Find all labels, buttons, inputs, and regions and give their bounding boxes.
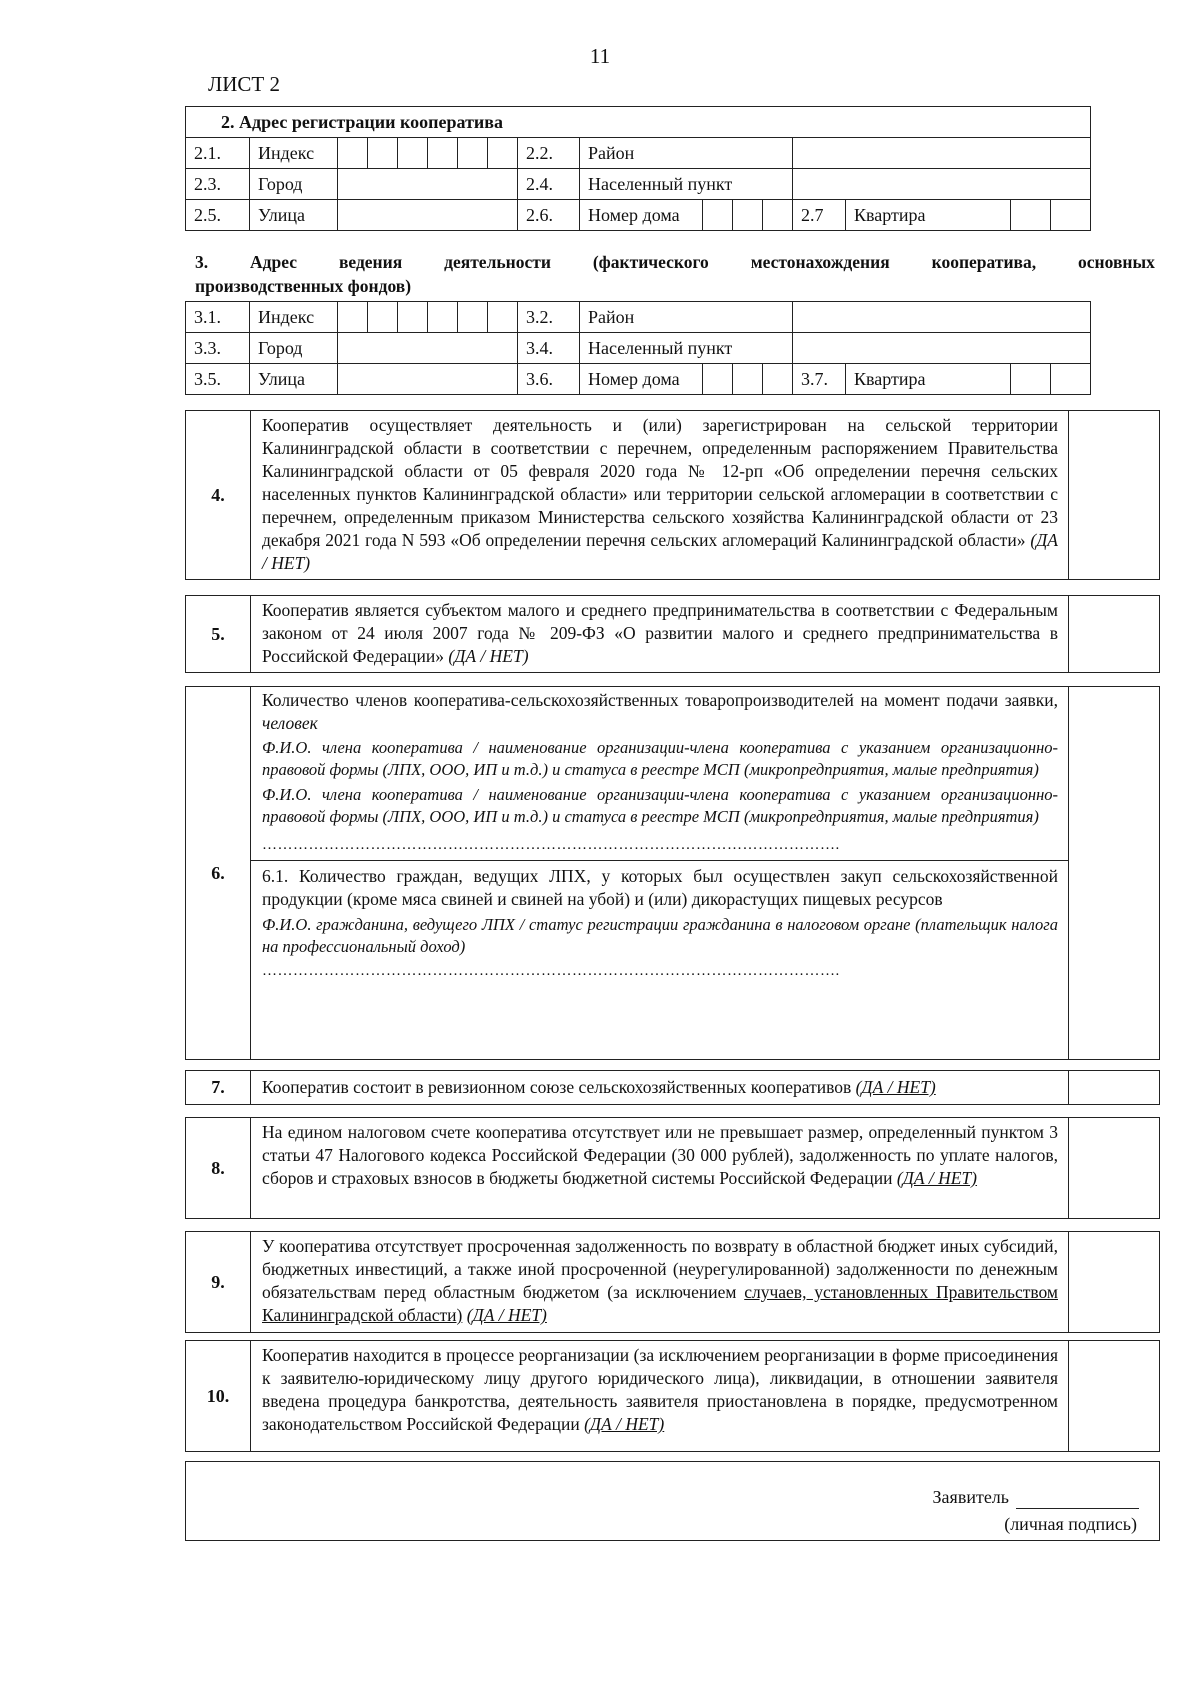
field-label: Улица [250, 364, 338, 395]
answer-cell[interactable] [1069, 1232, 1159, 1332]
district-input[interactable] [793, 302, 1091, 333]
field-label: Индекс [250, 302, 338, 333]
item-7 [185, 1070, 1160, 1105]
index-digit-cell[interactable] [368, 302, 398, 333]
title-word: кооператива, [931, 252, 1037, 272]
item-text [251, 596, 1069, 672]
index-digit-cell[interactable] [488, 138, 518, 169]
table-row [186, 333, 1091, 364]
title-line: производственных фондов) [195, 276, 412, 296]
item-5 [185, 595, 1160, 673]
row-number: 3.5. [186, 364, 250, 395]
signature-hint: (личная подпись) [1004, 1514, 1137, 1534]
apartment-digit-cell[interactable] [1011, 200, 1051, 231]
item-statement: На едином налоговом счете кооператива отсутствует или не превышает размер, определенный пунктом 3 статьи 47 Налогового кодекса Российской Федерации (30 000 рублей), задолженность по уплате налогов, сборов и страховых взносов в бюджеты бюджетной системы Российской Федерации [262, 1122, 1058, 1188]
item-text [251, 411, 1069, 579]
item-number: 7. [186, 1071, 251, 1104]
answer-cell[interactable] [1069, 1118, 1159, 1218]
item-statement: Кооператив является субъектом малого и среднего предпринимательства в соответствии с Федеральным законом от 24 июля 2007 года № 209-ФЗ «О развитии малого и среднего предпринимательства в Российской Федерации» [262, 600, 1058, 666]
street-input[interactable] [338, 200, 518, 231]
unit-label: человек [262, 713, 318, 733]
district-input[interactable] [793, 138, 1091, 169]
settlement-input[interactable] [793, 333, 1091, 364]
index-digit-cell[interactable] [338, 138, 368, 169]
apartment-digit-cell[interactable] [1051, 364, 1091, 395]
item-6-1 [251, 860, 1068, 982]
sheet-label: ЛИСТ 2 [208, 72, 280, 96]
answer-cell[interactable] [1069, 1071, 1159, 1104]
row-number: 3.4. [518, 333, 580, 364]
index-digit-cell[interactable] [398, 302, 428, 333]
field-label: Район [580, 302, 793, 333]
field-label: Населенный пункт [580, 333, 793, 364]
field-label: Населенный пункт [580, 169, 793, 200]
item-text [251, 1118, 1069, 1218]
item-statement: Количество членов кооператива-сельскохозяйственных товаропроизводителей на момент подачи заявки, [262, 690, 1058, 710]
dotted-line: …………………………………………………………………………………………………. [262, 963, 840, 979]
apartment-digit-cell[interactable] [1011, 364, 1051, 395]
row-number: 2.7 [793, 200, 846, 231]
index-digit-cell[interactable] [368, 138, 398, 169]
yes-no-hint: (ДА / НЕТ) [584, 1414, 665, 1434]
title-word: основных [1078, 252, 1155, 272]
section3-title [195, 250, 1155, 298]
answer-cell[interactable] [1069, 411, 1159, 579]
field-label: Город [250, 333, 338, 364]
item-text [251, 687, 1069, 1059]
row-number: 3.3. [186, 333, 250, 364]
row-number: 2.6. [518, 200, 580, 231]
house-digit-cell[interactable] [733, 364, 763, 395]
item-text [251, 1341, 1069, 1451]
item-statement: У кооператива отсутствует просроченная задолженность по возврату в областной бюджет иных субсидий, бюджетных инвестиций, а также иной просроченной (неурегулированной) задолженности по денежным обязательствам перед областным бюджетом (за исключением [262, 1236, 1058, 1302]
item-6 [185, 686, 1160, 1060]
page-number: 11 [589, 44, 611, 68]
title-word: 3. [195, 252, 209, 272]
registration-address-table [185, 106, 1091, 231]
item-statement: Кооператив состоит в ревизионном союзе сельскохозяйственных кооперативов [262, 1077, 852, 1097]
table-row [186, 302, 1091, 333]
house-digit-cell[interactable] [733, 200, 763, 231]
table-row [186, 138, 1091, 169]
item-9 [185, 1231, 1160, 1333]
yes-no-hint: (ДА / НЕТ) [855, 1077, 936, 1097]
index-digit-cell[interactable] [428, 138, 458, 169]
item-statement: 6.1. Количество граждан, ведущих ЛПХ, у которых был осуществлен закуп сельскохозяйственной продукции (кроме мяса свиней и свиней на убой) и (или) дикорастущих пищевых ресурсов [262, 866, 1058, 909]
signature-box [185, 1461, 1160, 1541]
row-number: 2.1. [186, 138, 250, 169]
title-word: (фактического [592, 252, 709, 272]
item-10 [185, 1340, 1160, 1452]
city-input[interactable] [338, 333, 518, 364]
settlement-input[interactable] [793, 169, 1091, 200]
row-number: 3.6. [518, 364, 580, 395]
field-label: Квартира [846, 364, 1011, 395]
answer-cell[interactable] [1069, 687, 1159, 1059]
field-label: Индекс [250, 138, 338, 169]
index-digit-cell[interactable] [428, 302, 458, 333]
yes-no-hint: (ДА / НЕТ) [448, 646, 529, 666]
row-number: 2.5. [186, 200, 250, 231]
item-number: 4. [186, 411, 251, 579]
item-number: 10. [186, 1341, 251, 1451]
apartment-digit-cell[interactable] [1051, 200, 1091, 231]
item-number: 8. [186, 1118, 251, 1218]
field-label: Номер дома [580, 200, 703, 231]
street-input[interactable] [338, 364, 518, 395]
index-digit-cell[interactable] [488, 302, 518, 333]
yes-no-hint: (ДА / НЕТ) [466, 1305, 547, 1325]
item-8 [185, 1117, 1160, 1219]
applicant-label: Заявитель [932, 1487, 1009, 1507]
house-digit-cell[interactable] [763, 200, 793, 231]
item-number: 6. [186, 687, 251, 1059]
row-number: 3.1. [186, 302, 250, 333]
house-digit-cell[interactable] [703, 200, 733, 231]
table-row [186, 169, 1091, 200]
item-statement: Кооператив находится в процессе реорганизации (за исключением реорганизации в форме присоединения к заявителю-юридическому лицу другого юридического лица), ликвидации, в отношении заявителя введена процедура банкротства, деятельность заявителя приостановлена в порядке, предусмотренном законодательством Российской Федерации [262, 1345, 1058, 1434]
index-digit-cell[interactable] [338, 302, 368, 333]
city-input[interactable] [338, 169, 518, 200]
dotted-line: …………………………………………………………………………………………………. [262, 837, 840, 853]
item-text [251, 1232, 1069, 1332]
item-text [251, 1071, 1069, 1104]
index-digit-cell[interactable] [458, 302, 488, 333]
row-number: 2.4. [518, 169, 580, 200]
field-label: Район [580, 138, 793, 169]
row-number: 3.7. [793, 364, 846, 395]
answer-cell[interactable] [1069, 596, 1159, 672]
house-digit-cell[interactable] [763, 364, 793, 395]
row-number: 3.2. [518, 302, 580, 333]
title-word: деятельности [444, 252, 551, 272]
activity-address-table [185, 301, 1091, 395]
section2-title: 2. Адрес регистрации кооператива [186, 107, 1091, 138]
yes-no-hint: (ДА / НЕТ) [262, 530, 1058, 573]
field-label: Улица [250, 200, 338, 231]
title-word: Адрес [250, 252, 298, 272]
signature-line[interactable] [1016, 1508, 1139, 1509]
title-word: местонахождения [750, 252, 890, 272]
field-label: Город [250, 169, 338, 200]
table-row [186, 364, 1091, 395]
index-digit-cell[interactable] [458, 138, 488, 169]
item-number: 9. [186, 1232, 251, 1332]
item-statement-underlined: случаев, установленных Правительством Калининградской области) [262, 1282, 1058, 1325]
title-word: ведения [338, 252, 403, 272]
member-hint: Ф.И.О. члена кооператива / наименование организации-члена кооператива с указанием организационно-правовой формы (ЛПХ, ООО, ИП и т.д.) и статуса в реестре МСП (микропредприятия, малые предприятия) [262, 785, 1058, 826]
item-number: 5. [186, 596, 251, 672]
row-number: 2.3. [186, 169, 250, 200]
answer-cell[interactable] [1069, 1341, 1159, 1451]
index-digit-cell[interactable] [398, 138, 428, 169]
house-digit-cell[interactable] [703, 364, 733, 395]
row-number: 2.2. [518, 138, 580, 169]
member-hint: Ф.И.О. члена кооператива / наименование организации-члена кооператива с указанием организационно-правовой формы (ЛПХ, ООО, ИП и т.д.) и статуса в реестре МСП (микропредприятия, малые предприятия) [262, 738, 1058, 779]
citizen-hint: Ф.И.О. гражданина, ведущего ЛПХ / статус регистрации гражданина в налоговом органе (плательщик налога на профессиональный доход) [262, 915, 1058, 956]
field-label: Квартира [846, 200, 1011, 231]
item-4 [185, 410, 1160, 580]
table-row [186, 200, 1091, 231]
field-label: Номер дома [580, 364, 703, 395]
yes-no-hint: (ДА / НЕТ) [896, 1168, 978, 1188]
item-statement: Кооператив осуществляет деятельность и (или) зарегистрирован на сельской территории Калининградской области в соответствии с перечнем, определенным распоряжением Правительства Калининградской области от 05 февраля 2020 года № 12-рп «Об определении перечня сельских населенных пунктов Калининградской области» или территории сельской агломерации в соответствии с перечнем, определенным приказом Министерства сельского хозяйства Калининградской области от 23 декабря 2021 года N 593 «Об определении перечня сельских агломераций Калининградской области» [262, 415, 1058, 550]
